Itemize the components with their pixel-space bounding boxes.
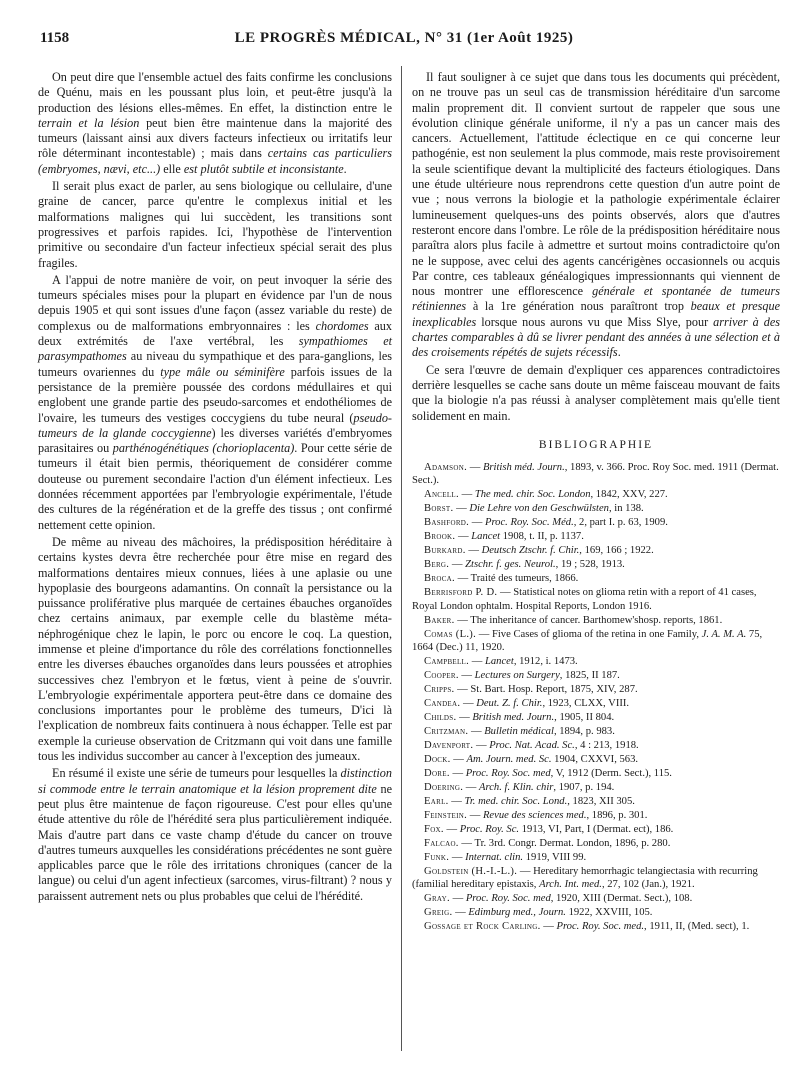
citation-text: 1919, VIII 99. bbox=[523, 851, 587, 863]
italic-text: terrain et la lésion bbox=[38, 115, 140, 130]
page-number: 1158 bbox=[40, 30, 70, 46]
citation-text: — bbox=[467, 809, 483, 821]
publication-title: Ztschr. f. ges. Neurol. bbox=[465, 559, 556, 571]
author-name: Cooper. bbox=[424, 669, 459, 681]
publication-title: Lancet bbox=[471, 531, 501, 543]
citation-text: — bbox=[465, 545, 482, 557]
citation-text: , 1893, v. 366. Proc. Roy Soc. med. 1911 (Dermat. Sect.). bbox=[412, 462, 779, 487]
author-name: Falcao. bbox=[424, 837, 459, 849]
citation-text: — bbox=[455, 531, 472, 543]
author-name: Borst. bbox=[424, 503, 454, 515]
author-name: Dock. bbox=[424, 753, 451, 765]
citation-text: , 1912, i. 1473. bbox=[513, 655, 578, 667]
publication-title: med bbox=[512, 906, 531, 918]
text-run: au niveau du sympathique et des para-ganglions, les tumeurs ovariennes du bbox=[38, 349, 392, 379]
italic-text: est plutôt subtile et inconsistante bbox=[183, 161, 344, 176]
citation-text: — bbox=[469, 517, 485, 529]
citation-text: — bbox=[469, 655, 485, 667]
paragraph bbox=[38, 179, 392, 271]
author-name: Earl. bbox=[424, 795, 449, 807]
citation-text: — bbox=[467, 462, 483, 474]
publication-title: Tr. med. chir. Soc. Lond. bbox=[464, 795, 568, 807]
citation-text: — bbox=[463, 781, 480, 793]
citation-text: — bbox=[443, 823, 460, 835]
citation-text: , 169, 166 ; 1922. bbox=[579, 545, 654, 557]
bibliography-entry bbox=[412, 697, 780, 710]
author-name: Dore. bbox=[424, 767, 450, 779]
italic-text: parthénogénétiques (chorioplacenta) bbox=[112, 441, 295, 456]
citation-text: 1904, CXXVI, 563. bbox=[551, 753, 639, 765]
citation-text: , in 138. bbox=[608, 503, 644, 515]
publication-title: Deut. Z. f. Chir. bbox=[476, 697, 543, 709]
paragraph bbox=[38, 535, 392, 764]
bibliography-entry bbox=[412, 837, 780, 850]
author-name: Doering. bbox=[424, 781, 464, 793]
citation-text: — The inheritance of cancer. Barthomew'shosp. reports, 1861. bbox=[454, 614, 723, 626]
text-run: . bbox=[343, 161, 347, 176]
paragraph bbox=[38, 273, 392, 533]
text-run: lorsque nous aurons vu que Miss Slye, pour bbox=[476, 314, 714, 329]
bibliography-entry bbox=[412, 795, 780, 808]
publication-title: Proc. Roy. Soc. med. bbox=[556, 920, 645, 932]
citation-text: — bbox=[449, 851, 466, 863]
bibliography-entry bbox=[412, 669, 780, 682]
paragraph bbox=[38, 766, 392, 904]
citation-text: — Five Cases of glioma of the retina in one Family, bbox=[476, 628, 702, 640]
right-paragraphs bbox=[412, 70, 780, 424]
author-name: Greig. bbox=[424, 906, 453, 918]
italic-text: arriver à des chartes comparables à dû se livrer pendant des années à une sélection et à des croisements répétés de sujets récessifs bbox=[412, 314, 780, 360]
author-name: Childs. bbox=[424, 711, 457, 723]
publication-title: The med. chir. Soc. London bbox=[474, 489, 591, 501]
text-run: . bbox=[617, 345, 621, 360]
right-column bbox=[412, 70, 780, 934]
italic-text: pseudo-tumeurs de la glande coccygienne bbox=[38, 410, 392, 440]
citation-text: 75, 1664 (Dec.) 11, 1920. bbox=[412, 628, 763, 653]
text-run: ne peut plus être maintenue de façon rigoureuse. C'est pour elles qu'une étude attentive du rôle de l'hérédité sera plus particulièrement indiquée. Mais d'autre part dans ce vaste champ d'étude du cancer on trouve d'autres tumeurs auxquelles les considérations précédentes ne sont guère applicables parce que le rôle des irritations chroniques (cancer de la langue) ou celui d'un agent infectieux (sarcomes, virus-filtrant) ? nous y paraissent autrement nets ou plus probables que celui de l'hérédité. bbox=[38, 781, 392, 903]
author-name: Bashford. bbox=[424, 517, 470, 529]
bibliography-entry bbox=[412, 711, 780, 724]
author-name: Candea. bbox=[424, 697, 461, 709]
bibliography-entry bbox=[412, 502, 780, 515]
italic-text: générale et spontanée de tumeurs rétiniennes bbox=[412, 284, 780, 314]
author-name: Goldstein (H.-I.-L.). bbox=[424, 865, 518, 877]
publication-title: Deutsch Ztschr. f. Chir. bbox=[481, 545, 580, 557]
text-run: Il serait plus exact de parler, au sens biologique ou cellulaire, d'une graine de cancer, parce qu'entre le complexus initial et les malformations malignes qui lui succèdent, les transitions sont progressives et parfois rapides. Ici, l'hypothèse de l'intervention primitive ou secondaire d'un facteur infectieux spécial serait des plus fragiles. bbox=[38, 179, 392, 270]
publication-title: Die Lehre von den Geschwülsten bbox=[469, 503, 609, 515]
bibliography-entry bbox=[412, 572, 780, 585]
bibliography-entry bbox=[412, 906, 780, 919]
text-run: ) les diverses variétés d'embryomes parasitaires ou bbox=[38, 425, 392, 456]
citation-text: — Statistical notes on glioma retin with a report of 41 cases, Royal London ophtalm. Hospital Reports, London 1916. bbox=[412, 587, 757, 612]
italic-text: chordomes bbox=[315, 318, 369, 333]
text-run: parfois issues de la persistance de la première poussée des cordons médullaires et qui englobent une grande partie des pseudo-sarcomes et endothéliomes de l'ovaire, les tumeurs des vestiges coccygiens du tube neural ( bbox=[38, 364, 393, 425]
publication-title: ., Journ. bbox=[530, 906, 566, 918]
author-name: Davenport. bbox=[424, 739, 474, 751]
italic-text: type mâle ou séminifère bbox=[160, 364, 285, 379]
publication-title: Am. Journ. med. Sc. bbox=[466, 753, 552, 765]
citation-text: — bbox=[473, 739, 490, 751]
author-name: Berrisford P. D. bbox=[424, 587, 498, 599]
bibliography-entry bbox=[412, 586, 780, 612]
citation-text: , 1923, CLXX, VIII. bbox=[542, 697, 630, 709]
publication-title: British méd. Journ. bbox=[482, 462, 565, 474]
citation-text: , 19 ; 528, 1913. bbox=[555, 559, 625, 571]
citation-text: , 1920, XIII (Dermat. Sect.), 108. bbox=[550, 892, 693, 904]
citation-text: — bbox=[449, 892, 466, 904]
citation-text: , 1907, p. 194. bbox=[553, 781, 615, 793]
bibliography-entry bbox=[412, 739, 780, 752]
citation-text: — bbox=[450, 753, 467, 765]
bibliography-entry bbox=[412, 488, 780, 501]
text-run: elle bbox=[160, 161, 184, 176]
bibliography-entry bbox=[412, 614, 780, 627]
author-name: Gray. bbox=[424, 892, 450, 904]
bibliography-entry bbox=[412, 530, 780, 543]
citation-text: 1908, t. II, p. 1137. bbox=[500, 531, 584, 543]
bibliography-entry bbox=[412, 892, 780, 905]
citation-text: , 4 : 213, 1918. bbox=[574, 739, 639, 751]
citation-text: — Traité des tumeurs, 1866. bbox=[454, 573, 579, 585]
citation-text: — bbox=[449, 559, 466, 571]
italic-text: distinction si commode entre le terrain anatomique et la lésion proprement dite bbox=[38, 766, 392, 796]
citation-text: — St. Bart. Hosp. Report, 1875, XIV, 287. bbox=[454, 683, 638, 695]
column-divider bbox=[401, 66, 402, 1051]
citation-text: , 1911, II, (Med. sect), 1. bbox=[644, 920, 750, 932]
text-run: Ce sera l'œuvre de demain d'expliquer ces apparences contradictoires derrière lesquelles se cache sans doute un même faisceau mouvant de faits que la biologie n'a pas réussi à analyser complètement mais qu'elle tient solidement en main. bbox=[412, 362, 780, 423]
citation-text: , 1842, XXV, 227. bbox=[590, 489, 668, 501]
bibliography-list bbox=[412, 461, 780, 933]
bibliography-entry bbox=[412, 683, 780, 696]
author-name: Fox. bbox=[424, 823, 444, 835]
publication-title: Proc. Nat. Acad. Sc. bbox=[489, 739, 575, 751]
publication-title: Bulletin médical bbox=[484, 725, 554, 737]
author-name: Ancell. bbox=[424, 489, 459, 501]
citation-text: 1913, VI, Part, I (Dermat. ect), 186. bbox=[519, 823, 674, 835]
bibliography-entry bbox=[412, 823, 780, 836]
author-name: Funk. bbox=[424, 851, 450, 863]
citation-text: — bbox=[448, 795, 465, 807]
publication-title: J. A. M. A. bbox=[701, 628, 747, 640]
citation-text: 1922, XXVIII, 105. bbox=[565, 906, 653, 918]
citation-text: , 2, part I. p. 63, 1909. bbox=[573, 517, 668, 529]
citation-text: — bbox=[453, 503, 470, 515]
text-run: aux deux extrémités de l'axe vertébral, les bbox=[38, 318, 392, 349]
publication-title: Arch. Int. med. bbox=[539, 878, 602, 890]
bibliography-entry bbox=[412, 865, 780, 891]
author-name: Gossage et Rock Carling. bbox=[424, 920, 541, 932]
author-name: Baker. bbox=[424, 614, 455, 626]
bibliography-heading: BIBLIOGRAPHIE bbox=[538, 438, 654, 451]
text-run: à la 1re génération nous paraîtront trop bbox=[466, 299, 691, 314]
journal-title: LE PROGRÈS MÉDICAL, N° 31 (1er Août 1925) bbox=[234, 30, 574, 46]
citation-text: , 1896, p. 301. bbox=[586, 809, 648, 821]
text-run: De même au niveau des mâchoires, la prédisposition héréditaire à certains kystes devra être recherchée pour être mise en regard des malformations dentaires mieux connues, liées à une aplasie ou une hypoplasie des bourgeons adamantins. On connaît la persistance ou la puissance proliférative plus marquée de certaines ébauches organoïdes chez certains animaux, par exemple celle du blastème méta-néphrogénique chez le lapin, le porc ou encore le coq. La question, immense et pleine d'importance du rôle des corrélations fonctionnelles entre les diverses ébauches organoïdes dans leurs poussées et atrophies successives chez l'embryon et le fœtus, vient à peine de s'ouvrir. L'embryologie expérimentale apportera peut-être dans ce domaine des conclusions importantes pour le problème des tumeurs, D'ici là l'explication de nombreux faits continuera à nous échapper. Telle est par exemple la curieuse observation de Critzmann qui voit dans une famille tous les individus succomber au cancer à l'exception des jumeaux. bbox=[38, 534, 392, 764]
citation-text: , V, 1912 (Derm. Sect.), 115. bbox=[550, 767, 672, 779]
text-run: On peut dire que l'ensemble actuel des faits confirme les conclusions de Quénu, mais en les poussant plus loin, et peut-être jusqu'à la production des lésions elles-mêmes. En effet, la distinction entre le bbox=[38, 70, 392, 115]
citation-text: , 1825, II 187. bbox=[559, 669, 620, 681]
citation-text: — bbox=[452, 906, 469, 918]
bibliography-entry bbox=[412, 558, 780, 571]
author-name: Comas (L.). bbox=[424, 628, 477, 640]
paragraph bbox=[412, 70, 780, 361]
citation-text: — bbox=[458, 669, 475, 681]
publication-title: Proc. Roy. Soc. med bbox=[465, 892, 551, 904]
citation-text: , 1905, II 804. bbox=[554, 711, 615, 723]
page-header bbox=[40, 30, 768, 52]
citation-text: — bbox=[456, 711, 473, 723]
bibliography-entry bbox=[412, 851, 780, 864]
left-column bbox=[38, 70, 392, 906]
text-run: . Pour cette série de tumeurs il était bien permis, théoriquement de considérer comme douteuse ou purement secondaire l'action d'un élément infectieux. Les données récemment apportées par l'embryologie expérimentale, l'étude des cultures de la régénération et de la greffe des tissus ; ont confirmé nettement cette opinion. bbox=[38, 441, 392, 532]
paragraph bbox=[38, 70, 392, 177]
bibliography-entry bbox=[412, 753, 780, 766]
citation-text: — bbox=[540, 920, 557, 932]
publication-title: Arch. f. Klin. chir bbox=[479, 781, 554, 793]
text-run: peut bien être maintenue dans la majorité des tumeurs (laissant ainsi aux divers facteurs infectieux ou irritatifs leur rôle déterminant incontestable) ; mais dans bbox=[38, 115, 393, 161]
citation-text: — Hereditary hemorrhagic telangiectasia with recurring (familial hereditary epistaxis, bbox=[412, 865, 758, 890]
citation-text: — bbox=[460, 697, 477, 709]
citation-text: , 27, 102 (Jan.), 1921. bbox=[601, 878, 695, 890]
bibliography-entry bbox=[412, 516, 780, 529]
citation-text: — bbox=[458, 489, 475, 501]
publication-title: Edimburg bbox=[468, 906, 511, 918]
italic-text: certains cas particuliers (embryomes, nævi, etc...) bbox=[38, 146, 392, 176]
author-name: Adamson. bbox=[424, 462, 468, 474]
citation-text: — bbox=[449, 767, 466, 779]
author-name: Campbell. bbox=[424, 655, 470, 667]
author-name: Broca. bbox=[424, 573, 455, 585]
citation-text: — bbox=[468, 725, 485, 737]
publication-title: Revue des sciences med. bbox=[482, 809, 587, 821]
bibliography-entry bbox=[412, 767, 780, 780]
bibliography-entry bbox=[412, 809, 780, 822]
author-name: Feinstein. bbox=[424, 809, 468, 821]
bibliography-entry bbox=[412, 781, 780, 794]
author-name: Cripps. bbox=[424, 683, 455, 695]
bibliography-entry bbox=[412, 725, 780, 738]
publication-title: Lectures on Surgery bbox=[474, 669, 560, 681]
text-run: Il faut souligner à ce sujet que dans tous les documents qui précèdent, on ne trouve pas un seul cas de transmission héréditaire d'un sarcome malin proprement dit. Il convient surtout de rappeler que sous une évolution clinique générale uniforme, il n'y a pas un cancer mais des cancers. Actuellement, l'attitude éclectique en ce qui concerne leur pathogénie, est non seulement la plus commode, mais reste provisoirement la seule scientifique devant la multiplicité des facteurs étiologiques. Dans une étude ultérieure nous reprendrons cette question d'un autre point de vue ; nous verrons la biologie et la pathologie expérimentale éclairer lumineusement quelques-uns des points observés, alors que d'autres resteront encore dans l'ombre. Le rôle de la prédisposition héréditaire nous paraîtra alors plus facile à admettre et surtout moins contradictoire qu'on ne le suppose, avec celui des agents cancérigènes occasionnels ou acquis Par contre, ces tableaux généalogiques impressionnants qui viennent de nous montrer une efflorescence bbox=[412, 70, 780, 299]
author-name: Brook. bbox=[424, 531, 456, 543]
publication-title: Internat. clin. bbox=[465, 851, 524, 863]
citation-text: — Tr. 3rd. Congr. Dermat. London, 1896, p. 280. bbox=[458, 837, 671, 849]
publication-title: Proc. Roy. Soc. med bbox=[465, 767, 551, 779]
italic-text: sympathiomes et parasympathomes bbox=[38, 334, 392, 364]
bibliography-entry bbox=[412, 655, 780, 668]
citation-text: , 1823, XII 305. bbox=[567, 795, 635, 807]
author-name: Critzman. bbox=[424, 725, 469, 737]
bibliography-entry bbox=[412, 544, 780, 557]
text-run: A l'appui de notre manière de voir, on peut invoquer la série des tumeurs spéciales mises pour la plupart en évidence par l'un de nous depuis 1905 et qui sont issues d'une façon (assez variable du reste) de complexus ou de malformations embryonnaires : les bbox=[38, 272, 392, 333]
citation-text: , 1894, p. 983. bbox=[553, 725, 615, 737]
bibliography-entry bbox=[412, 461, 780, 487]
publication-title: Proc. Roy. Soc. Méd. bbox=[484, 517, 574, 529]
bibliography-entry bbox=[412, 628, 780, 654]
author-name: Berg. bbox=[424, 559, 450, 571]
author-name: Burkard. bbox=[424, 545, 466, 557]
publication-title: Proc. Roy. Sc. bbox=[459, 823, 520, 835]
italic-text: beaux et presque inexplicables bbox=[412, 299, 781, 329]
publication-title: British med. Journ. bbox=[472, 711, 555, 723]
paragraph bbox=[412, 363, 780, 424]
publication-title: Lancet bbox=[484, 655, 514, 667]
bibliography-entry bbox=[412, 920, 780, 933]
text-run: En résumé il existe une série de tumeurs pour lesquelles la bbox=[52, 766, 341, 781]
